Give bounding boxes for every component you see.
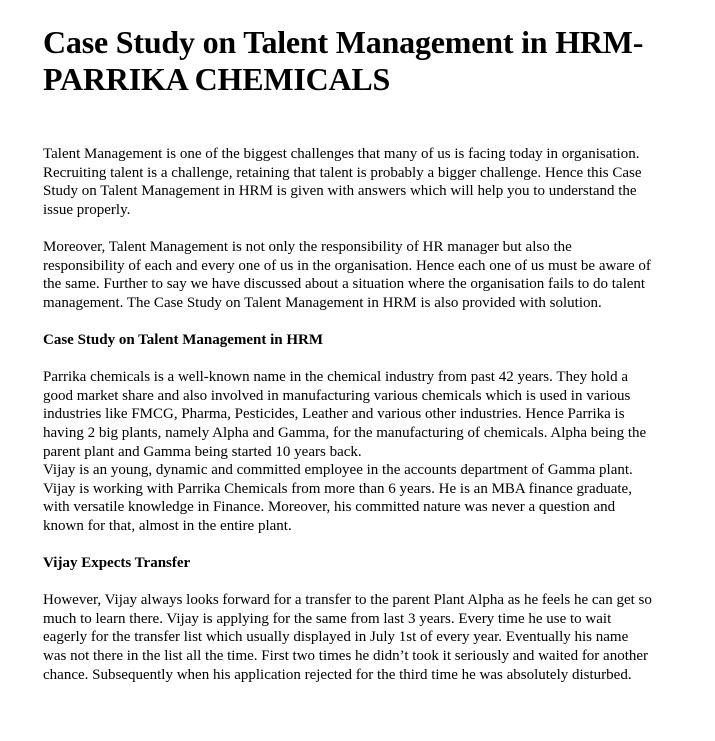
paragraph-moreover: Moreover, Talent Management is not only the responsibility of HR manager but also the responsibility of each and every one of us in the organisation. Hence each one of us must be aware of the same. Further to say we have discussed about a situation where the organisation fails to do talent management. The Case Study on Talent Management in HRM is also provided with solution. — [43, 238, 651, 311]
paragraph-vijay: Vijay is an young, dynamic and committed employee in the accounts department of Gamma plant. Vijay is working with Parrika Chemicals from more than 6 years. He is an MBA finance graduate, with versatile knowledge in Finance. Moreover, his committed nature was never a question and known for that, almost in the entire plant. — [43, 462, 633, 534]
paragraph-parrika: Parrika chemicals is a well-known name in the chemical industry from past 42 years. They hold a good market share and also involved in manufacturing various chemicals which is used in various industries like FMCG, Pharma, Pesticides, Leather and various other industries. Hence Parrika is having 2 big plants, namely Alpha and Gamma, for the manufacturing of chemicals. Alpha being the parent plant and Gamma being started 10 years back. — [43, 369, 647, 460]
section-heading-case-study: Case Study on Talent Management in HRM — [43, 331, 324, 348]
document-page — [43, 24, 653, 684]
section-heading-vijay-expects-transfer: Vijay Expects Transfer — [43, 555, 191, 572]
document-title: Case Study on Talent Management in HRM- PARRIKA CHEMICALS — [43, 24, 644, 97]
paragraph-intro: Talent Management is one of the biggest challenges that many of us is facing today in organisation. Recruiting talent is a challenge, retaining that talent is probably a bigger challenge. Hence this Case Study on Talent Management in HRM is given with answers which will help you to understand the issue properly. — [43, 146, 642, 218]
paragraph-transfer: However, Vijay always looks forward for a transfer to the parent Plant Alpha as he feels he can get so much to learn there. Vijay is applying for the same from last 3 years. Every time he use to wait eagerly for the transfer list which usually displayed in July 1st of every year. Eventually his name was not there in the list all the time. First two times he didn’t took it seriously and waited for another chance. Subsequently when his application rejected for the third time he was absolutely disturbed. — [43, 592, 652, 683]
